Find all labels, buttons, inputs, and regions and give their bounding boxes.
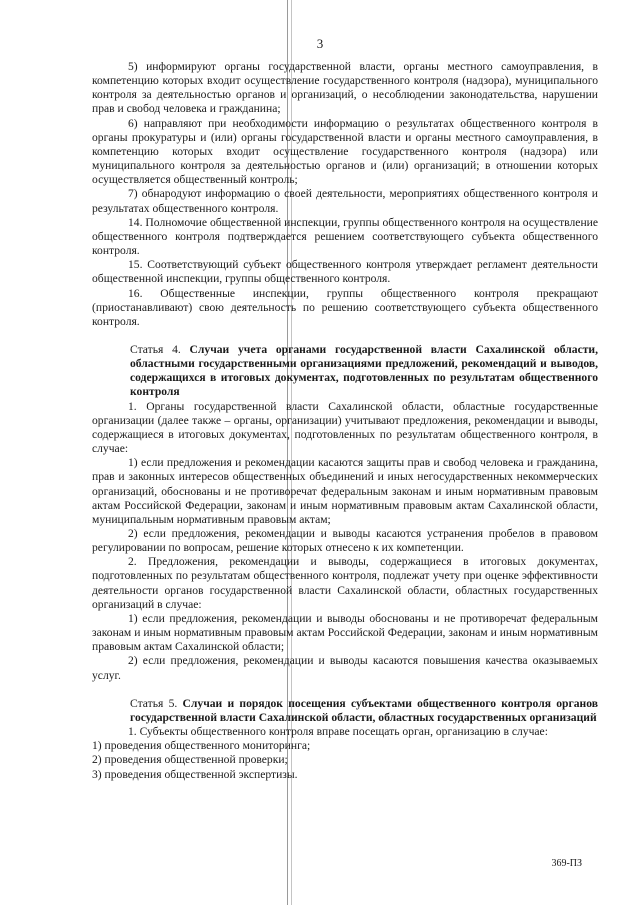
paragraph: 1) если предложения и рекомендации касаются защиты прав и свобод человека и гражданина, прав и законных интересов общественных объединений и иных негосударственных некоммерческих организаций, обоснованы и не противоречат федеральным законам и иным нормативным правовым актам Российской Федерации, законам и иным нормативным правовым актам Сахалинской области, муниципальным нормативным правовым актам;: [92, 456, 598, 526]
paragraph: 1. Субъекты общественного контроля вправе посещать орган, организацию в случае:: [128, 725, 548, 739]
page-number: 3: [316, 36, 324, 51]
list-item: 2) проведения общественной проверки;: [92, 753, 288, 767]
article-5-heading: [92, 697, 598, 725]
document-code: 369-ПЗ: [551, 858, 582, 869]
article-5-number: Статья 5.: [130, 696, 178, 710]
document-body: [92, 60, 598, 782]
paragraph: 2. Предложения, рекомендации и выводы, содержащиеся в итоговых документах, подготовленных по результатам общественного контроля, подлежат учету при оценке эффективности деятельности органов государственной власти Сахалинской области, областных государственных организаций в случае:: [92, 555, 598, 611]
paragraph: 15. Соответствующий субъект общественного контроля утверждает регламент деятельности общественной инспекции, группы общественного контроля.: [92, 258, 598, 286]
paragraph: 2) если предложения, рекомендации и выводы касаются повышения качества оказываемых услуг.: [92, 654, 598, 682]
paragraph: 2) если предложения, рекомендации и выводы касаются устранения пробелов в правовом регулировании по вопросам, решение которых отнесено к их компетенции.: [92, 527, 598, 555]
paragraph: 1) если предложения, рекомендации и выводы обоснованы и не противоречат федеральным законам и иным нормативным правовым актам Российской Федерации, законам и иным нормативным правовым актам Сахалинской области;: [92, 611, 598, 654]
article-4-heading: [92, 343, 598, 400]
paragraph: 16. Общественные инспекции, группы общественного контроля прекращают (приостанавливают) свою деятельность по решению соответствующего субъекта общественного контроля.: [92, 286, 598, 328]
paragraph: 5) информируют органы государственной власти, органы местного самоуправления, в компетенцию которых входит осуществление государственного контроля (надзора), муниципального контроля за деятельностью органов и организаций, о несоблюдении законодательства, нарушении прав и свобод человека и гражданина;: [92, 60, 598, 116]
paragraph: 14. Полномочие общественной инспекции, группы общественного контроля на осуществление общественного контроля подтверждается решением соответствующего субъекта общественного контроля.: [92, 215, 598, 258]
article-4-number: Статья 4.: [130, 342, 181, 356]
visit-cases-list: [92, 739, 598, 781]
list-item: 1) проведения общественного мониторинга;: [92, 739, 311, 753]
article-4-title: Случаи учета органами государственной власти Сахалинской области, областными государственными организациями предложений, рекомендаций и выводов, содержащихся в итоговых документах, подготовленных по результатам общественного контроля: [130, 342, 598, 399]
paragraph: 1. Органы государственной власти Сахалинской области, областные государственные организации (далее также – органы, организации) учитывают предложения, рекомендации и выводы, содержащиеся в итоговых документах, подготовленных по результатам общественного контроля, в случае:: [92, 399, 598, 456]
paragraph: 6) направляют при необходимости информацию о результатах общественного контроля в органы прокуратуры и (или) органы государственной власти и органы местного самоуправления, в компетенцию которых входит осуществление государственного контроля (надзора) или муниципального контроля за деятельностью органов и (или) организаций; в отношении которых осуществляется общественный контроль;: [92, 116, 598, 187]
list-item: 3) проведения общественной экспертизы.: [92, 767, 298, 781]
paragraph: 7) обнародуют информацию о своей деятельности, мероприятиях общественного контроля и результатах общественного контроля.: [92, 187, 598, 215]
article-5-title: Случаи и порядок посещения субъектами общественного контроля органов государственной власти Сахалинской области, областных государственных организаций: [130, 696, 598, 724]
